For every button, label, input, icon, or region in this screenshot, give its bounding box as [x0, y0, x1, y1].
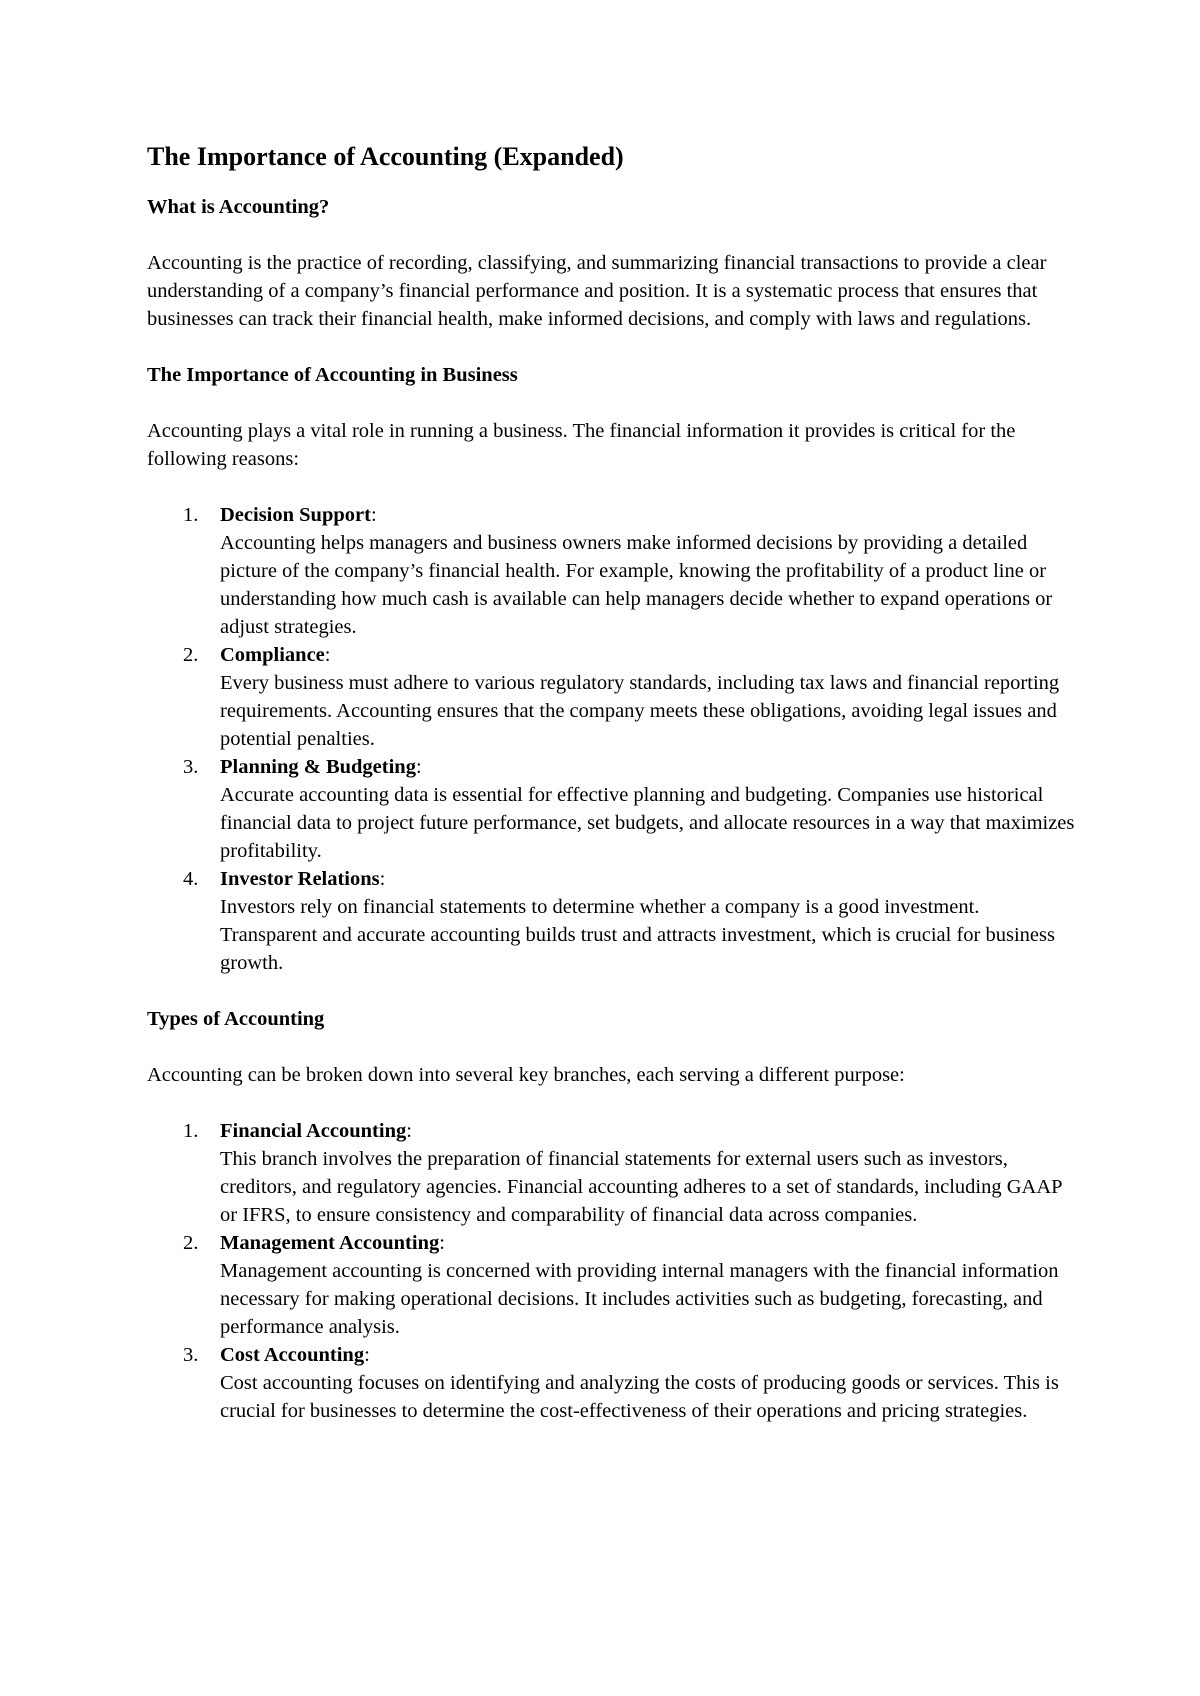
list-item: [147, 641, 1077, 753]
document-page: [147, 140, 1077, 1453]
list-item-body: Management accounting is concerned with providing internal managers with the financial information necessary for making operational decisions. It includes activities such as budgeting, forecasting, and performance analysis.: [220, 1260, 1059, 1338]
list-item: [147, 1229, 1077, 1341]
list-item: [147, 1117, 1077, 1229]
list-item-title: Financial Accounting: [220, 1120, 407, 1142]
section-paragraph: Accounting can be broken down into several key branches, each serving a different purpose:: [147, 1064, 905, 1086]
list-item-body: This branch involves the preparation of financial statements for external users such as investors, creditors, and regulatory agencies. Financial accounting adheres to a set of standards, including GAAP or IFRS, to ensure consistency and comparability of financial data across companies.: [220, 1148, 1062, 1226]
list-item-colon: :: [406, 1120, 412, 1142]
list-item-body: Investors rely on financial statements to determine whether a company is a good investment. Transparent and accurate accounting builds trust and attracts investment, which is crucial for business growth.: [220, 896, 1055, 974]
list-item-colon: :: [379, 868, 386, 890]
list-item-body: Every business must adhere to various regulatory standards, including tax laws and financial reporting requirements. Accounting ensures that the company meets these obligations, avoiding legal issues and potential penalties.: [220, 672, 1060, 750]
list-item-colon: :: [415, 756, 422, 778]
list-item-number: 2.: [183, 644, 199, 666]
list-item-colon: :: [324, 644, 331, 666]
list-item-number: 3.: [183, 756, 199, 778]
list-item-colon: :: [439, 1232, 445, 1254]
list-item-number: 4.: [183, 868, 199, 890]
list-item-title: Investor Relations: [220, 868, 380, 890]
section-heading-types-of-accounting: Types of Accounting: [147, 1008, 325, 1030]
reasons-list: [147, 501, 1077, 977]
document-title: The Importance of Accounting (Expanded): [147, 142, 624, 171]
section-paragraph: Accounting plays a vital role in running a business. The financial information it provides is critical for the following reasons:: [147, 420, 1016, 470]
list-item-colon: :: [370, 504, 377, 526]
list-item-title: Cost Accounting: [220, 1344, 365, 1366]
list-item-body: Accurate accounting data is essential for effective planning and budgeting. Companies use historical financial data to project future performance, set budgets, and allocate resources in a way that maximizes profitability.: [220, 784, 1075, 862]
list-item-number: 2.: [183, 1232, 199, 1254]
list-item-title: Decision Support: [220, 504, 371, 526]
section-heading-what-is-accounting: What is Accounting?: [147, 196, 330, 218]
list-item-title: Management Accounting: [220, 1232, 440, 1254]
list-item-colon: :: [364, 1344, 370, 1366]
list-item-body: Cost accounting focuses on identifying and analyzing the costs of producing goods or services. This is crucial for businesses to determine the cost-effectiveness of their operations and pricing strategies.: [220, 1372, 1059, 1422]
list-item: [147, 501, 1077, 641]
list-item-number: 1.: [183, 504, 199, 526]
section-heading-importance-in-business: The Importance of Accounting in Business: [147, 364, 518, 386]
list-item-number: 1.: [183, 1120, 199, 1142]
types-list: [147, 1117, 1077, 1425]
list-item-number: 3.: [183, 1344, 199, 1366]
list-item: [147, 865, 1077, 977]
section-paragraph: Accounting is the practice of recording, classifying, and summarizing financial transactions to provide a clear understanding of a company’s financial performance and position. It is a systematic process that ensures that businesses can track their financial health, make informed decisions, and comply with laws and regulations.: [147, 252, 1047, 330]
list-item: [147, 1341, 1077, 1425]
list-item-body: Accounting helps managers and business owners make informed decisions by providing a detailed picture of the company’s financial health. For example, knowing the profitability of a product line or understanding how much cash is available can help managers decide whether to expand operations or adjust strategies.: [220, 532, 1053, 638]
list-item-title: Planning & Budgeting: [220, 756, 416, 778]
list-item-title: Compliance: [220, 644, 325, 666]
list-item: [147, 753, 1077, 865]
